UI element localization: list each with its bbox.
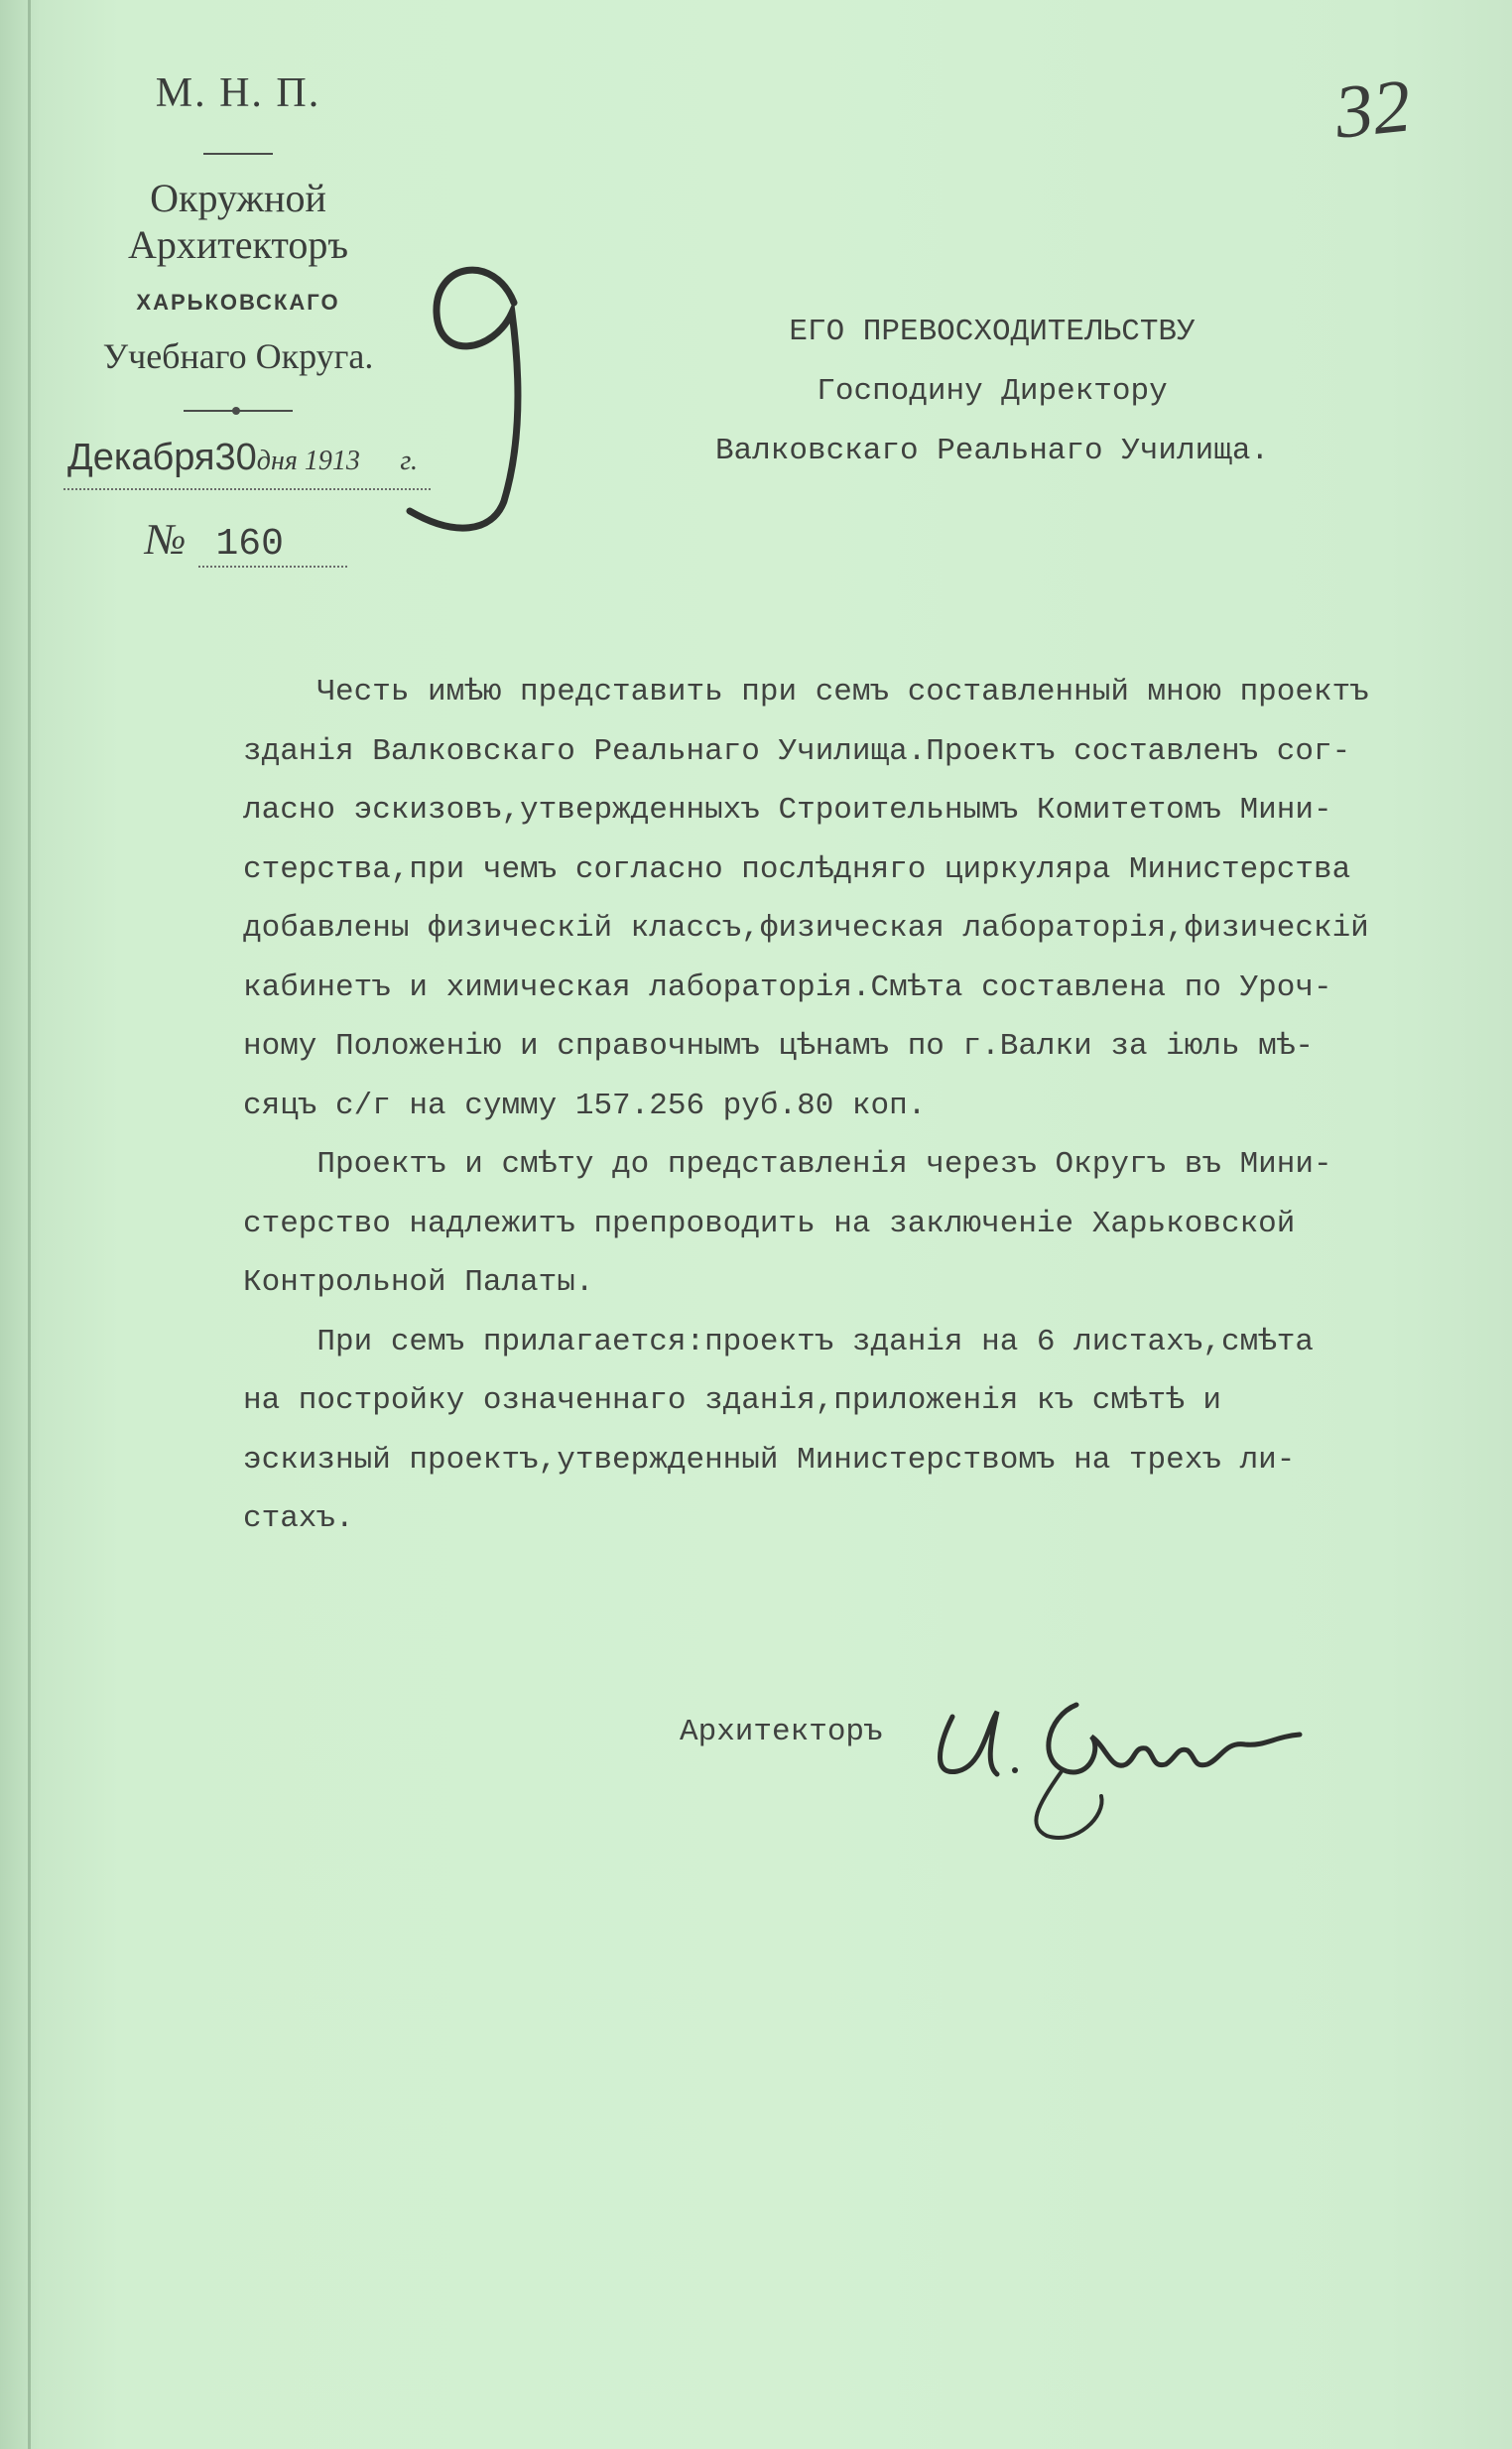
body-line: стерство надлежитъ препроводить на заключеніе Харьковской bbox=[243, 1206, 1296, 1241]
letterhead-title: Окружной Архитекторъ bbox=[127, 176, 349, 267]
addressee-line-3: Валковскаго Реальнаго Училища. bbox=[714, 434, 1270, 468]
body-line: кабинетъ и химическая лабораторія.Смѣта составлена по Уроч- bbox=[243, 969, 1332, 1005]
body-line: Проектъ и смѣту до представленія черезъ Округъ въ Мини- bbox=[243, 1147, 1332, 1182]
number-value: 160 bbox=[215, 523, 284, 566]
body-line: ласно эскизовъ,утвержденныхъ Строительнымъ Комитетомъ Мини- bbox=[243, 793, 1332, 828]
body-line: сяцъ с/г на сумму 157.256 руб.80 коп. bbox=[243, 1088, 927, 1123]
addressee-line-2: Господину Директору bbox=[817, 374, 1168, 409]
letterhead-district-upper: ХАРЬКОВСКАГО bbox=[136, 290, 340, 315]
addressee-line-1: ЕГО ПРЕВОСХОДИТЕЛЬСТВУ bbox=[789, 315, 1196, 349]
body-line: При семъ прилагается:проектъ зданія на 6 листахъ,смѣта bbox=[243, 1324, 1314, 1359]
addressee-block bbox=[635, 303, 1349, 481]
letterhead-district: Учебнаго Округа. bbox=[102, 336, 374, 376]
handwritten-signature bbox=[928, 1687, 1324, 1846]
body-line: на постройку означеннаго зданія,приложенія къ смѣтѣ и bbox=[243, 1383, 1221, 1418]
date-underline bbox=[63, 488, 431, 490]
body-line: ному Положенію и справочнымъ цѣнамъ по г.Валки за іюль мѣ- bbox=[243, 1029, 1314, 1064]
body-line: Контрольной Палаты. bbox=[243, 1265, 594, 1300]
body-line: эскизный проектъ,утвержденный Министерствомъ на трехъ ли- bbox=[243, 1442, 1296, 1478]
body-line: добавлены физическій классъ,физическая лабораторія,физическій bbox=[243, 911, 1369, 946]
body-line: зданія Валковскаго Реальнаго Училища.Проектъ составленъ сог- bbox=[243, 733, 1351, 769]
date-text: Декабря30 bbox=[67, 437, 257, 478]
body-line: Честь имѣю представить при семъ составленный мною проектъ bbox=[243, 675, 1369, 709]
number-underline bbox=[198, 566, 347, 568]
signature-label: Архитекторъ bbox=[680, 1715, 883, 1749]
number-symbol: № bbox=[145, 515, 187, 564]
archive-page-number: 32 bbox=[1330, 64, 1415, 155]
body-line: стахъ. bbox=[243, 1501, 354, 1536]
letterhead bbox=[40, 69, 437, 415]
letterhead-ornament bbox=[184, 407, 293, 415]
date-suffix: дня 1913 bbox=[256, 446, 360, 476]
date-year-mark: г. bbox=[400, 446, 418, 476]
document-number bbox=[145, 514, 284, 566]
handwritten-nine bbox=[395, 243, 544, 541]
body-line: стерства,при чемъ согласно послѣдняго циркуляра Министерства bbox=[243, 851, 1351, 887]
date-line bbox=[67, 437, 418, 479]
ministry-abbrev: М. Н. П. bbox=[155, 70, 321, 116]
page-edge bbox=[28, 0, 31, 2449]
letterhead-rule bbox=[203, 153, 273, 155]
letter-body bbox=[243, 663, 1473, 1549]
